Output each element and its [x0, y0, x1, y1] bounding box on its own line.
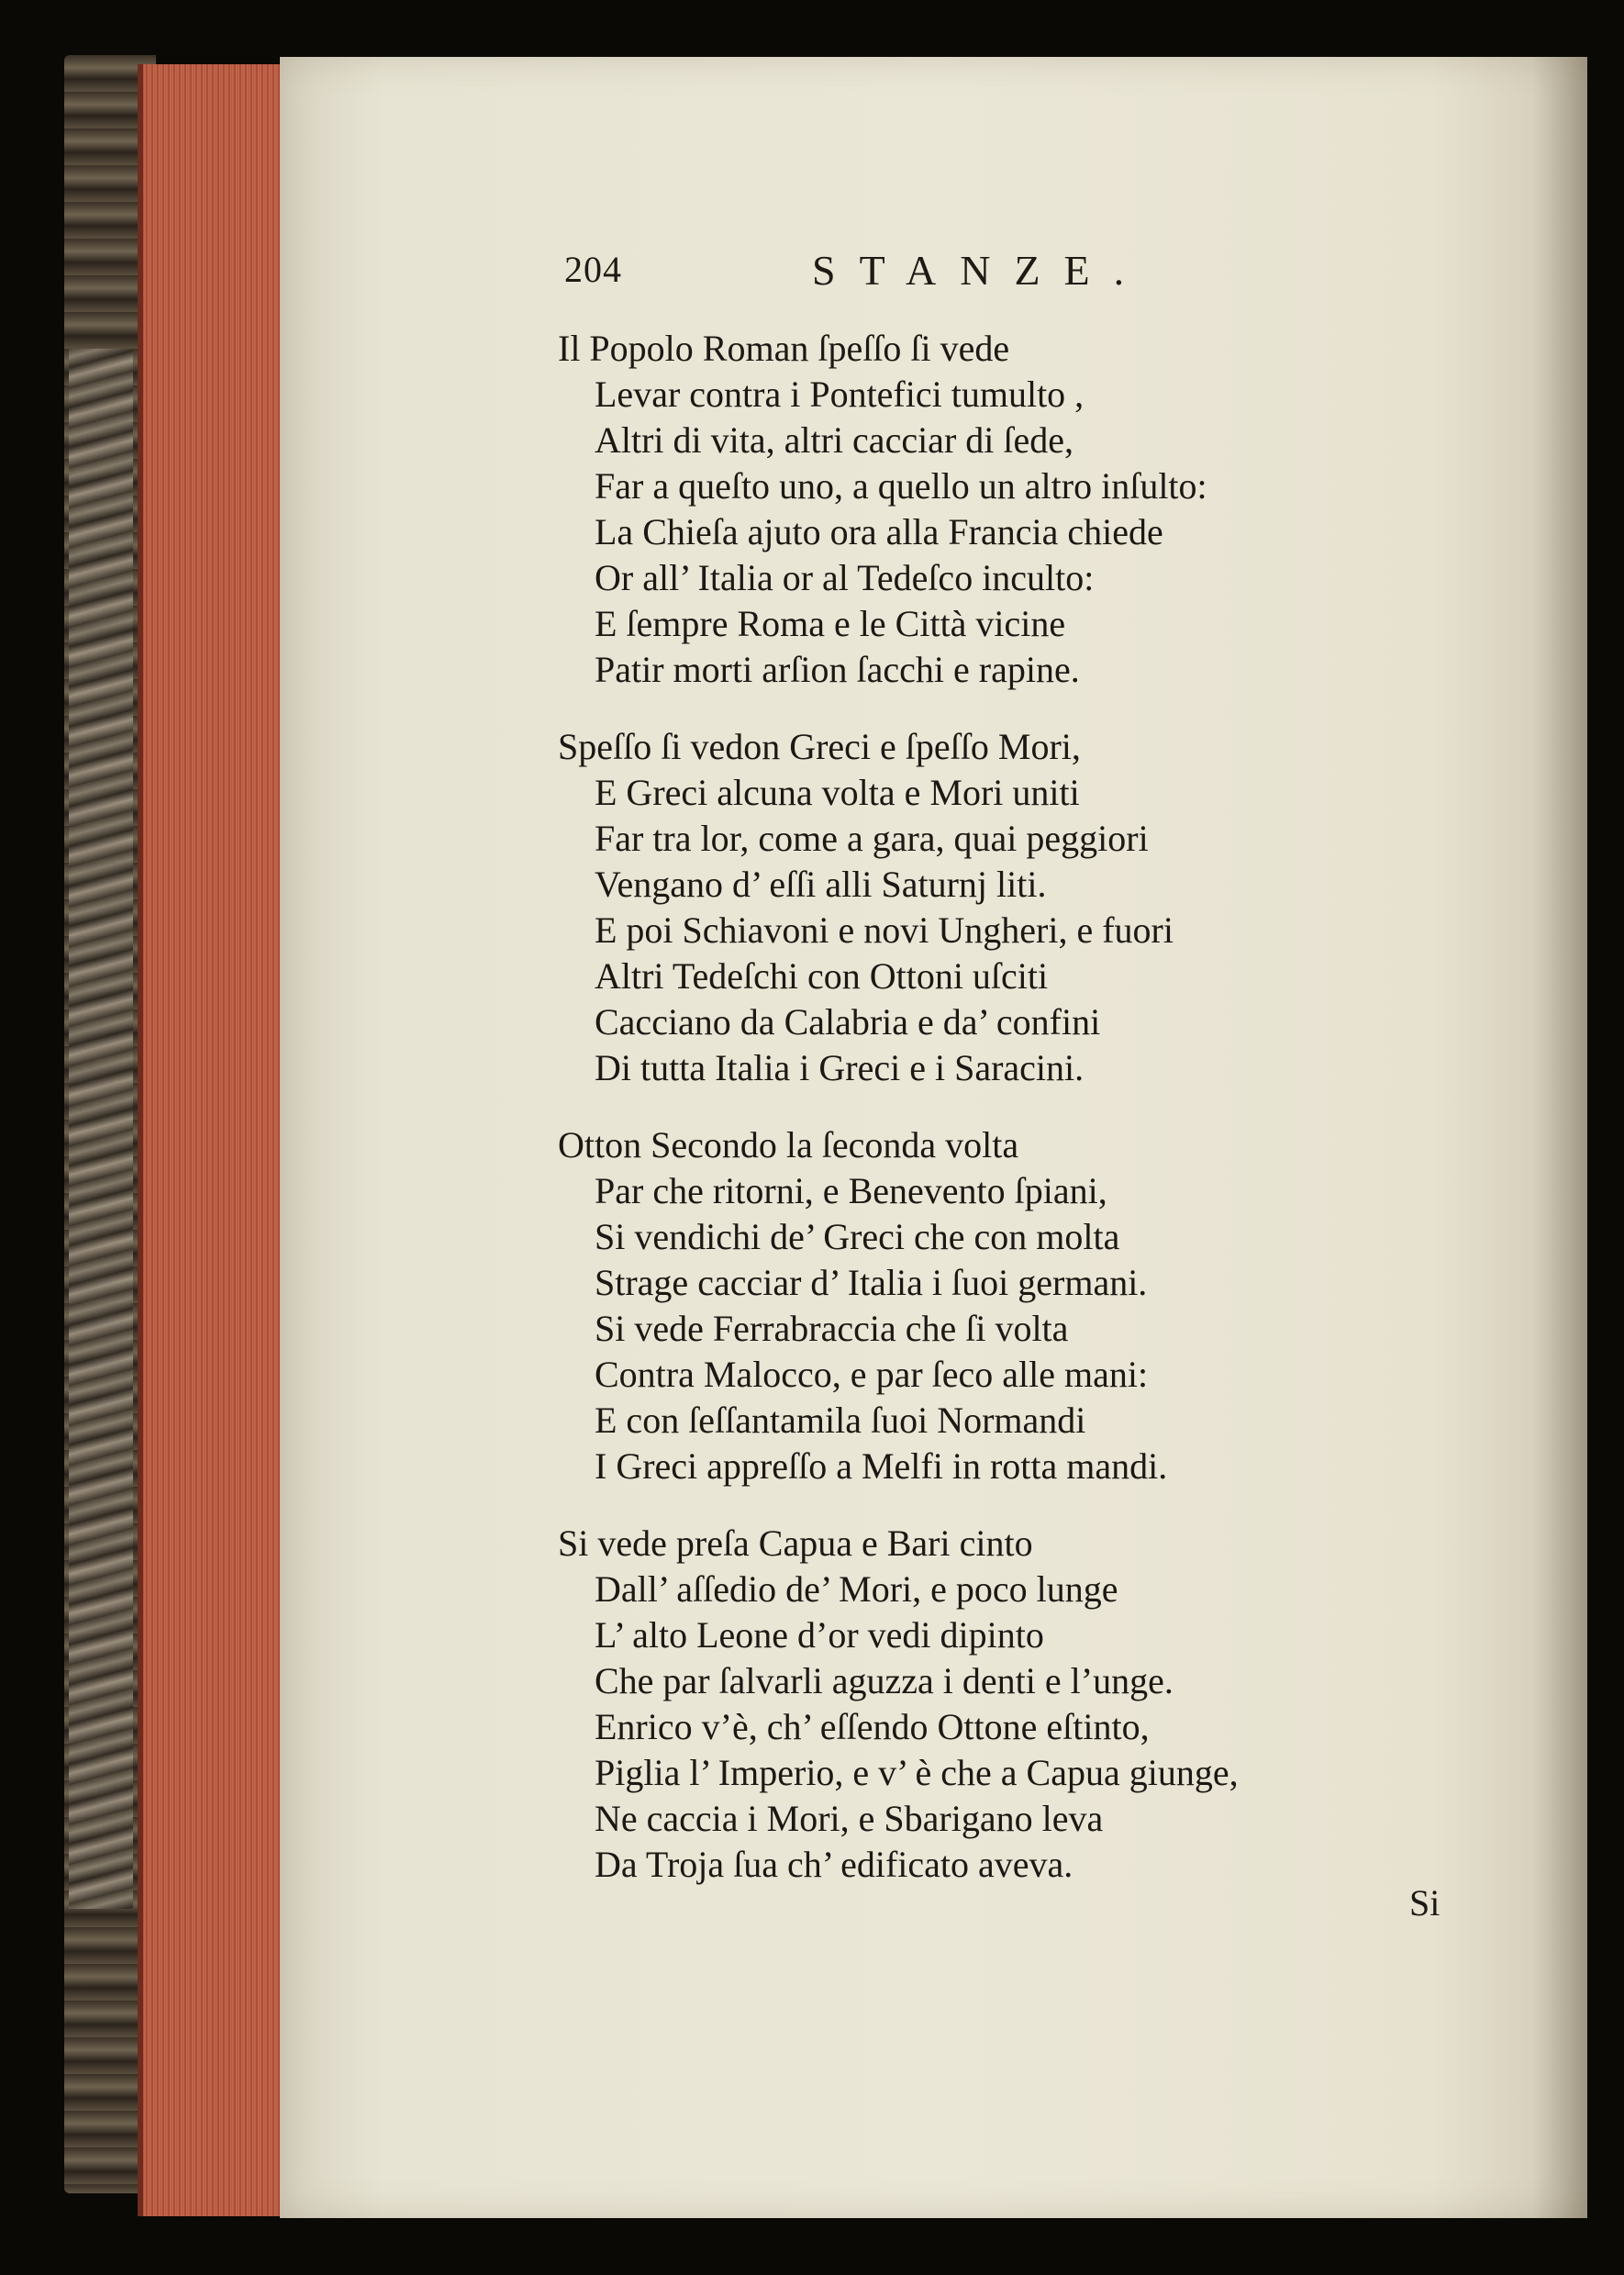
verse-line: Enrico v’è, ch’ eſſendo Ottone eſtinto, [595, 1706, 1150, 1747]
verse-line: Strage cacciar d’ Italia i ſuoi germani. [595, 1262, 1148, 1303]
catchword: Si [1409, 1882, 1440, 1924]
verse-line: Contra Malocco, e par ſeco alle mani: [595, 1354, 1149, 1395]
verse-line: Patir morti arſion ſacchi e rapine. [595, 649, 1080, 690]
verse-line: Dall’ aſſedio de’ Mori, e poco lunge [595, 1568, 1118, 1610]
gutter-shadow [1532, 57, 1587, 2218]
verse-line: I Greci appreſſo a Melfi in rotta mandi. [595, 1445, 1168, 1487]
page-number: 204 [564, 249, 622, 290]
verse-line: Da Troja ſua ch’ edificato aveva. [595, 1844, 1073, 1885]
verse-line: Che par ſalvarli aguzza i denti e l’unge. [595, 1660, 1174, 1701]
verse-line: L’ alto Leone d’or vedi dipinto [595, 1614, 1044, 1656]
poem-body [558, 326, 1384, 1919]
verse-line: Di tutta Italia i Greci e i Saracini. [595, 1047, 1085, 1088]
verse-line: Ne caccia i Mori, e Sbarigano leva [595, 1798, 1104, 1839]
verse-line: Speſſo ſi vedon Greci e ſpeſſo Mori, [558, 726, 1081, 767]
verse-line: Si vede preſa Capua e Bari cinto [558, 1522, 1033, 1564]
marbled-cover [69, 349, 133, 1909]
verse-line: Otton Secondo la ſeconda volta [558, 1124, 1019, 1165]
verse-line: La Chieſa ajuto ora alla Francia chiede [595, 511, 1163, 552]
verse-line: Cacciano da Calabria e da’ confini [595, 1001, 1101, 1043]
verse-line: E con ſeſſantamila ſuoi Normandi [595, 1400, 1086, 1441]
verse-line: Altri di vita, altri cacciar di ſede, [595, 419, 1073, 461]
verse-line: Far tra lor, come a gara, quai peggiori [595, 818, 1149, 859]
stanza [558, 1521, 1384, 1888]
red-page-edges [138, 64, 288, 2216]
verse-line: Far a queſto uno, a quello un altro inſulto: [595, 465, 1207, 507]
verse-line: Si vendichi de’ Greci che con molta [595, 1216, 1120, 1257]
verse-line: E Greci alcuna volta e Mori uniti [595, 772, 1080, 813]
verse-line: Par che ritorni, e Benevento ſpiani, [595, 1170, 1107, 1211]
verse-line: Altri Tedeſchi con Ottoni uſciti [595, 955, 1049, 997]
stanza [558, 326, 1384, 693]
verse-line: Piglia l’ Imperio, e v’ è che a Capua giunge, [595, 1752, 1239, 1793]
verse-line: Vengano d’ eſſi alli Saturnj liti. [595, 864, 1047, 905]
stanza [558, 724, 1384, 1091]
page-header [564, 248, 1298, 303]
verse-line: Or all’ Italia or al Tedeſco inculto: [595, 557, 1095, 598]
running-title: STANZE. [812, 247, 1149, 294]
verse-line: Si vede Ferrabraccia che ſi volta [595, 1308, 1069, 1349]
stanza [558, 1122, 1384, 1489]
verse-line: E poi Schiavoni e novi Ungheri, e fuori [595, 909, 1174, 951]
verse-line: Il Popolo Roman ſpeſſo ſi vede [558, 328, 1010, 369]
verse-line: E ſempre Roma e le Città vicine [595, 603, 1066, 644]
verse-line: Levar contra i Pontefici tumulto , [595, 374, 1085, 415]
